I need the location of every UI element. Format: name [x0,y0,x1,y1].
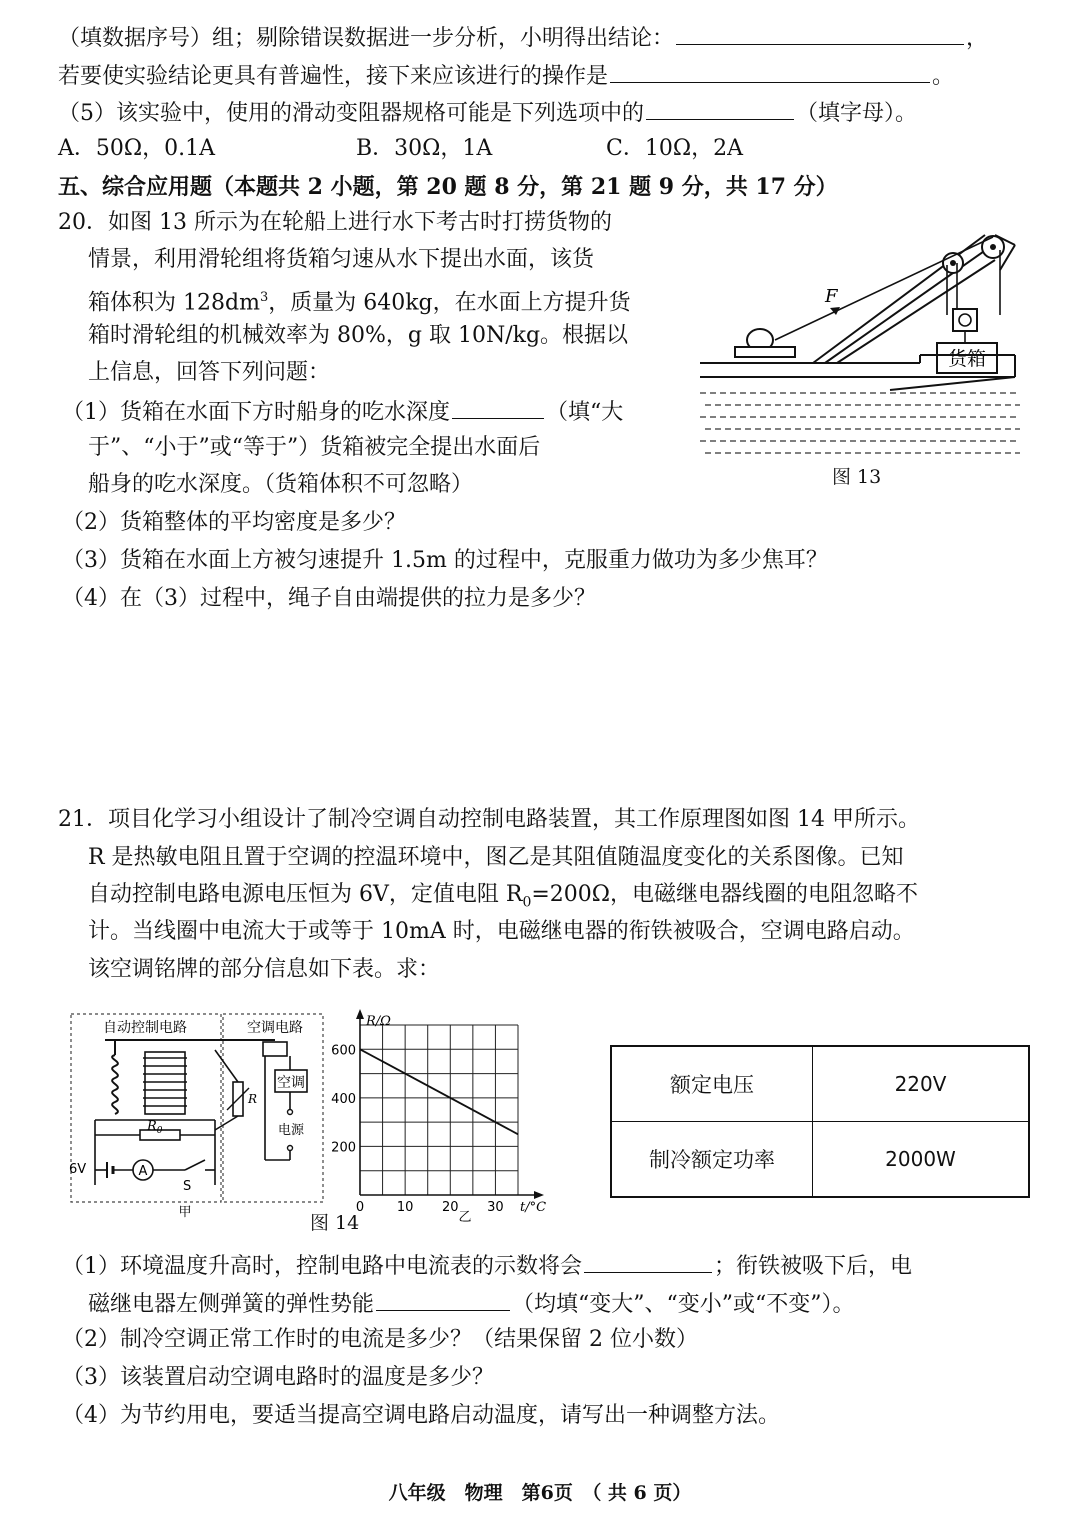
figure-13-ship-crane [695,215,1035,485]
option-c: C．10Ω，2A [606,136,743,161]
force-label: F [825,286,838,307]
answer-blank[interactable] [452,396,544,419]
q20-part4: （4）在（3）过程中，绳子自由端提供的拉力是多少？ [62,586,596,611]
q20-line4: 箱时滑轮组的机械效率为 80%，g 取 10N/kg。根据以 [88,323,629,348]
figure-14-graph [330,1005,580,1230]
figure-14-circuit [65,1010,330,1220]
ammeter-symbol: A [138,1164,148,1179]
thermistor-label: R [248,1092,258,1106]
table-cell-label: 制冷额定功率 [611,1122,813,1198]
switch-label: S [183,1179,192,1194]
q19-part5: （5）该实验中，使用的滑动变阻器规格可能是下列选项中的 （填字母）。 [58,97,917,129]
x-tick-label: 30 [487,1200,504,1215]
q20-part1: （1）货箱在水面下方时船身的吃水深度 （填“大 [62,396,623,428]
q20-part2: （2）货箱整体的平均密度是多少？ [62,510,406,535]
q20-part3: （3）货箱在水面上方被匀速提升 1.5m 的过程中，克服重力做功为多少焦耳？ [62,548,828,573]
q20-line2: 情景，利用滑轮组将货箱匀速从水下提出水面，该货 [88,247,595,272]
option-a: A．50Ω，0.1A [58,136,215,161]
table-row [611,1046,1029,1122]
chart-axes [331,1009,546,1225]
ac-unit-label: 空调 [277,1075,305,1091]
chart-grid [360,1025,518,1195]
x-axis-arrow [534,1191,544,1199]
x-tick-label: 10 [396,1200,414,1215]
option-b: B．30Ω，1A [356,136,493,161]
figure-13-caption: 图 13 [832,466,882,488]
q21-part4: （4）为节约用电，要适当提高空调电路启动温度，请写出一种调整方法。 [62,1403,780,1428]
q19-line2: 若要使实验结论更具有普遍性，接下来应该进行的操作是 。 [58,60,954,92]
chart-marks [360,1049,518,1134]
x-tick-label: 0 [355,1200,365,1215]
q20-part1-line2: 于”、“小于”或“等于”）货箱被完全提出水面后 [88,435,541,460]
x-tick-label: 20 [442,1200,459,1215]
q21-line2: R 是热敏电阻且置于空调的控温环境中，图乙是其阻值随温度变化的关系图像。已知 [88,845,904,870]
table-row [611,1122,1029,1198]
power-source-label: 电源 [277,1123,305,1138]
q20-line1: 20．如图 13 所示为在轮船上进行水下考古时打捞货物的 [58,210,612,235]
q20-line5: 上信息，回答下列问题： [88,360,331,385]
table-cell-value: 220V [813,1046,1030,1122]
y-tick-label: 600 [331,1043,356,1059]
page-footer: 八年级 物理 第6页 （ 共 6 页） [388,1482,692,1504]
q20-part1-line3: 船身的吃水深度。（货箱体积不可忽略） [88,472,474,497]
yi-label: 乙 [458,1210,472,1225]
y-axis-label: R/Ω [366,1014,391,1029]
jia-label: 甲 [178,1205,192,1220]
x-axis-label: t/°C [520,1200,547,1215]
q19-line1: （填数据序号）组；剔除错误数据进一步分析，小明得出结论： ， [58,22,988,54]
section-title: 五、综合应用题（本题共 2 小题，第 20 题 8 分，第 21 题 9 分，共 17 分） [58,174,838,200]
series-line-R [360,1049,518,1134]
figure-14-caption: 图 14 [310,1212,360,1234]
control-circuit-label: 自动控制电路 [103,1020,187,1036]
y-tick-label: 400 [331,1091,356,1107]
cargo-box-label: 货箱 [947,348,987,370]
answer-blank[interactable] [584,1250,712,1273]
q21-line4: 计。当线圈中电流大于或等于 10mA 时，电磁继电器的衔铁被吸合，空调电路启动。 [88,919,915,944]
answer-blank[interactable] [610,60,930,83]
q21-part2: （2）制冷空调正常工作时的电流是多少？（结果保留 2 位小数） [62,1327,698,1352]
q21-part3: （3）该装置启动空调电路时的温度是多少？ [62,1365,494,1390]
q21-line5: 该空调铭牌的部分信息如下表。求： [88,957,441,982]
q19-line1-text: （填数据序号）组；剔除错误数据进一步分析，小明得出结论： [58,26,675,51]
y-axis-arrow [356,1009,364,1019]
ac-circuit-label: 空调电路 [247,1020,303,1036]
y-tick-label: 200 [331,1140,356,1156]
ac-nameplate-table [610,1045,1030,1198]
table-cell-value: 2000W [813,1122,1030,1198]
answer-blank[interactable] [376,1288,510,1311]
q20-line3: 箱体积为 $128dm^3$，质量为 640kg，在水面上方提升货 [88,290,631,316]
q21-line1: 21．项目化学习小组设计了制冷空调自动控制电路装置，其工作原理图如图 14 甲所示。 [58,807,920,832]
answer-blank[interactable] [646,97,794,120]
r0-label: $R_0$ [147,1119,163,1136]
table-cell-label: 额定电压 [611,1046,813,1122]
q21-part1-line2: 磁继电器左侧弹簧的弹性势能 （均填“变大”、“变小”或“不变”）。 [88,1288,855,1320]
answer-blank[interactable] [676,22,964,45]
voltage-label: 6V [69,1162,87,1177]
q21-part1: （1）环境温度升高时，控制电路中电流表的示数将会 ；衔铁被吸下后，电 [62,1250,912,1282]
q21-line3: 自动控制电路电源电压恒为 6V，定值电阻 $R_0=200\Omega$，电磁继电器线圈的电阻忽略不 [88,882,919,911]
